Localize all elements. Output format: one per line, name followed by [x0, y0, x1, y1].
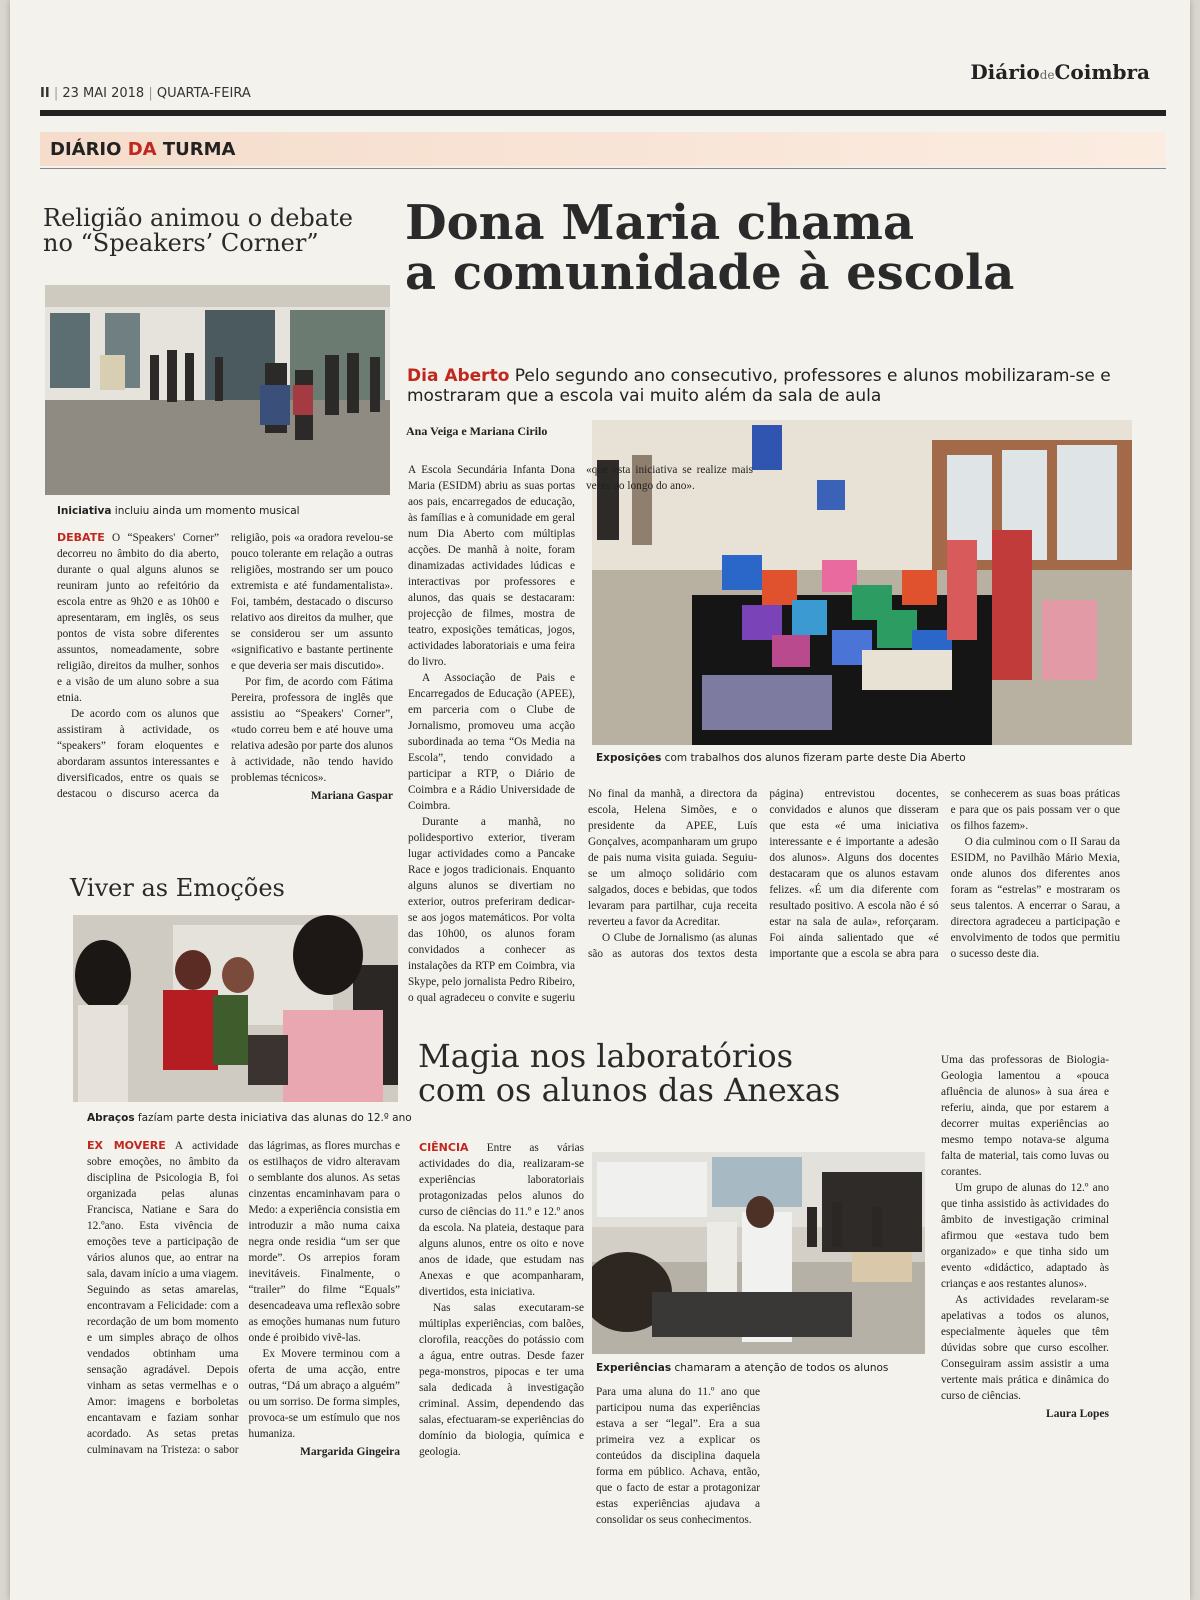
emotions-author: Margarida Gingeira [300, 1446, 400, 1458]
speakers-corner-photo [45, 285, 390, 495]
main-body-col1: A Escola Secundária Infanta Dona Maria (ESIDM) abriu as suas portas aos pais, encarregados de educação, às famílias e à comunidade em geral num Dia Aberto com múltiplas acções. De manhã à noite, foram dinamizadas actividades lúdicas e interactivas por professores e alunos, das quais se destacaram: projecção de filmes, mostra de teatro, exposições temáticas, jogos, actividades laboratoriais e uma feira do livro. A Associação de Pais e Encarregados de Educação (APEE), em parceria com o Clube de Jornalismo, promoveu uma acção subordinada ao tema “Os Media na Escola”, tendo convidado a participar a RTP, o Diário de Coimbra e a Rádio Universidade de Coimbra. Durante a manhã, no polidesportivo exterior, tiveram lugar actividades como a Pancake Race e jogos tradicionais. Enquanto alguns alunos se divertiam no exterior, outros preferiram dedicar-se aos jogos matemáticos. Por volta das 10h00, os alunos foram convidados a conhecer as instalações da RTP em Coimbra, via Skype, pelo jornalista Pedro Ribeiro, o qual agradeceu o convite e sugeriu «que esta iniciativa se realize mais vezes ao longo do ano». [408, 464, 753, 1004]
exhibition-caption: Exposições com trabalhos dos alunos fizeram parte deste Dia Aberto [596, 752, 966, 764]
labs-title: Magia nos laboratórios com os alunos das Anexas [418, 1037, 841, 1109]
religion-body: DEBATE O “Speakers' Corner” decorreu no âmbito do dia aberto, durante o qual alguns alunos se reuniram junto ao refeitório da escola entre as 9h20 e as 10h00 e apresentaram, em inglês, os seus pontos de vista sobre diferentes assuntos, nomeadamente, sobre religião, direitos da mulher, sonhos e a visão de um aluno sobre a sua etnia. De acordo com os alunos que assistiram à actividade, os “speakers” foram eloquentes e abordaram assuntos interessantes e diversificados, entre os quais se destacou o discurso acerca da religião, pois «a oradora revelou-se pouco tolerante em relação a outras religiões, mostrando ser um pouco extremista e até fundamentalista». Foi, também, destacado o discurso relativo aos direitos da mulher, que se considerou ser um assunto «significativo e bastante pertinente e que deveria ser mais discutido». Por fim, de acordo com Fátima Pereira, professora de inglês que assistiu ao “Speakers' Corner”, «tudo correu bem e até houve uma relativa adesão por parte dos alunos à actividade, não tendo havido problemas técnicos». Mariana Gaspar [57, 531, 393, 802]
laboratory-photo [592, 1152, 925, 1354]
page-number: II [40, 86, 50, 101]
laboratory-caption: Experiências chamaram a atenção de todos os alunos [596, 1362, 889, 1374]
labs-body-col3: Uma das professoras de Biologia-Geologia lamentou a «pouca afluência de alunos» à sua área e referiu, ainda, que por estarem a decorrer muitas experiências ao mesmo tempo notava-se alguma falta de material, tais como luvas ou corantes. Um grupo de alunas do 12.º ano que tinha assistido às actividades do âmbito de investigação criminal afirmou que «estava tudo bem organizado» e que tinha sido um evento «didáctico, adaptado às crianças e aos restantes alunos». As actividades revelaram-se apelativas a todos os alunos, especialmente àqueles que têm dúvidas sobre que curso escolher. Conseguiram assim assistir a uma vertente mais prática e dinâmica do curso de ciências. Laura Lopes [941, 1054, 1109, 1420]
labs-kicker: CIÊNCIA [419, 1141, 469, 1154]
emotions-body: EX MOVERE A actividade sobre emoções, no âmbito da disciplina de Psicologia B, foi organizada pelas alunas Francisca, Natiane e Sara do 12.ºano. Esta vivência de emoções teve a participação de vários alunos que, ao entrar na sala, davam início a uma viagem. Seguindo as setas amarelas, encontravam a Felicidade: com a recordação de um bom momento e um simples abraço de olhos vendados obtinham uma sensação agradável. Depois vinham as setas vermelhas e o Amor: imagens e borboletas encantavam e faziam sonhar acordado. As setas pretas culminavam na Tristeza: o sabor das lágrimas, as flores murchas e os estilhaços de vidro alteravam o semblante dos alunos. As setas cinzentas encaminhavam para o Medo: a experiência consistia em introduzir a mão numa caixa negra onde residia “um ser que morde”. Os arrepios foram inevitáveis. Finalmente, o “trailer” do filme “Equals” desencadeava uma reflexão sobre as emoções humanas num futuro onde é proibido vivê-las. Ex Movere terminou com a oferta de uma acção, entre outras, “Dá um abraço a alguém” ou um sorriso. De forma simples, provoca-se um estímulo que nos humaniza. Margarida Gingeira [87, 1139, 400, 1458]
masthead-logo: DiáriodeCoimbra [970, 60, 1150, 84]
main-title: Dona Maria chama a comunidade à escola [405, 195, 1015, 302]
hugging-students-photo [73, 915, 398, 1102]
emotions-caption: Abraços fazíam parte desta iniciativa das alunas do 12.º ano [87, 1112, 412, 1124]
labs-body-col2: Para uma aluna do 11.º ano que participou numa das experiências estava a ser “legal”. Era a sua primeira vez a explicar os conteúdos da disciplina daquela forma em público. Achava, então, que o facto de estar a protagonizar estas experiências ajudava a consolidar os seus conhecimentos. [596, 1386, 760, 1526]
religion-kicker: DEBATE [57, 531, 105, 544]
section-rule [40, 168, 1166, 169]
issue-date: 23 MAI 2018 [62, 86, 145, 101]
emotions-title: Viver as Emoções [70, 874, 285, 902]
religion-title: Religião animou o debate no “Speakers’ Corner” [43, 204, 353, 258]
header-rule [40, 110, 1166, 116]
religion-caption: Iniciativa incluiu ainda um momento musical [57, 505, 300, 517]
main-subtitle-kicker: Dia Aberto [407, 366, 510, 386]
labs-author: Laura Lopes [1046, 1408, 1109, 1420]
issue-weekday: QUARTA-FEIRA [156, 86, 251, 101]
section-title: DIÁRIO DA TURMA [50, 139, 236, 160]
main-body-cols: No final da manhã, a directora da escola, Helena Simões, e o presidente da APEE, Luís Gonçalves, acompanharam um grupo de pais numa visita guiada. Seguiu-se um almoço solidário com salgados, doces e bebidas, que todos levaram para partilhar, cuja receita reverteu a favor da Acreditar. O Clube de Jornalismo (as alunas são as autoras dos textos desta página) entrevistou docentes, convidados e alunos que disseram que esta «é uma iniciativa interessante e é importante a adesão dos alunos». Alguns dos docentes destacaram que os alunos estavam felizes. «É um dia diferente com resultado positivo. A escola não é só estar na sala de aula», reforçaram. Foi ainda salientado que «é importante que a escola se abra para se conhecerem as suas boas práticas e para que os pais possam ver o que os filhos fazem». O dia culminou com o II Sarau da ESIDM, no Pavilhão Mário Mexia, onde alunos dos diferentes anos foram as “estrelas” e mostraram os seus talentos. A encerrar o Sarau, a directora agradeceu a participação e envolvimento de todos que permitiu o sucesso deste dia. [588, 788, 1120, 960]
page-header-info: II | 23 MAI 2018 | QUARTA-FEIRA [40, 86, 251, 101]
religion-author: Mariana Gaspar [310, 790, 393, 802]
labs-body-col1: CIÊNCIA Entre as várias actividades do dia, realizaram-se experiências laboratoriais protagonizadas pelos alunos do curso de ciências do 11.º e 12.º anos da escola. Na plateia, destaque para alguns alunos, entre os oito e nove anos de idade, que estudam nas Anexas e que acompanharam, divertidos, esta iniciativa. Nas salas executaram-se múltiplas experiências, com balões, clorofila, reacções do potássio com a água, entre outras. Desde fazer pega-monstros, pipocas e ter uma sala dedicada à investigação criminal. Assim, dependendo das salas, efectuaram-se experiências do domínio da biologia, química e geologia. [419, 1141, 584, 1458]
main-subtitle: Dia Aberto Pelo segundo ano consecutivo, professores e alunos mobilizaram-se e mostraram que a escola vai muito além da sala de aula [407, 366, 1111, 406]
newspaper-page [10, 0, 1190, 1600]
main-byline: Ana Veiga e Mariana Cirilo [406, 424, 548, 438]
emotions-kicker: EX MOVERE [87, 1139, 166, 1152]
